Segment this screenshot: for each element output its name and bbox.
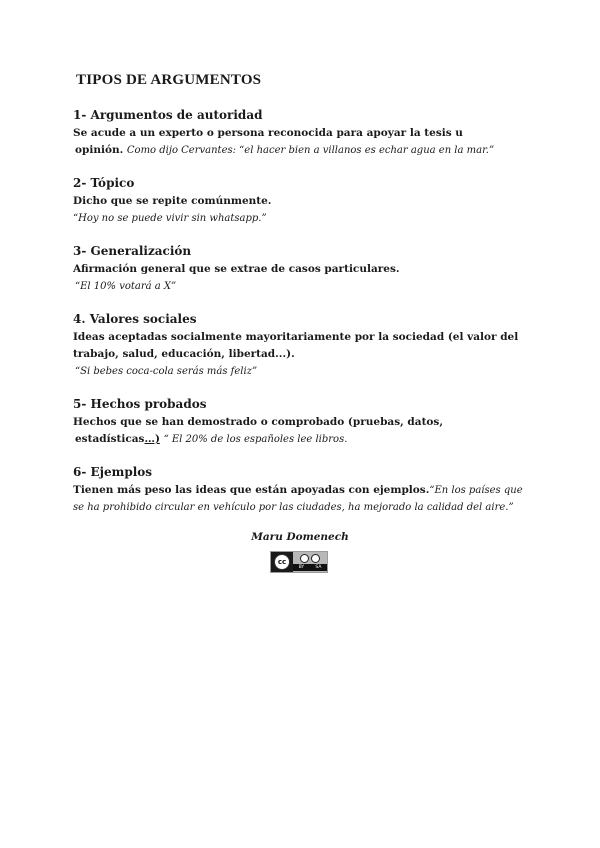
section-proven-facts: [73, 396, 533, 448]
section-text-bold: opinión.: [75, 144, 124, 156]
section-heading: 3- Generalización: [73, 244, 192, 258]
section-text-underlined: …): [144, 433, 160, 445]
section-heading: 4. Valores sociales: [73, 312, 197, 326]
cc-icon: cc: [274, 554, 290, 570]
cc-labels: [293, 564, 327, 571]
section-example: “Si bebes coca-cola serás más feliz”: [75, 366, 258, 377]
section-example-line2: se ha prohibido circular en vehículo por las ciudades, ha mejorado la calidad del aire.”: [73, 502, 514, 513]
section-text: Afirmación general que se extrae de casos particulares.: [73, 263, 400, 275]
cc-license-badge: [270, 551, 328, 573]
section-heading: 5- Hechos probados: [73, 397, 207, 411]
section-text-line2: [73, 431, 533, 448]
section-topic: [73, 175, 533, 227]
section-example: “En los países que: [429, 485, 523, 496]
section-example: “Hoy no se puede vivir sin whatsapp.”: [73, 213, 267, 224]
section-text-bold: Tienen más peso las ideas que están apoyadas con ejemplos.: [73, 484, 430, 496]
section-text: [73, 482, 533, 499]
section-example: “ El 20% de los españoles lee libros.: [163, 434, 348, 445]
by-person-icon: [300, 554, 309, 563]
section-text: Dicho que se repite comúnmente.: [73, 195, 272, 207]
section-example: Como dijo Cervantes: “el hacer bien a villanos es echar agua en la mar.”: [126, 145, 495, 156]
section-examples: [73, 464, 533, 516]
sharealike-icon: [311, 554, 320, 563]
cc-sa-label: SA: [315, 565, 322, 570]
page-title: TIPOS DE ARGUMENTOS: [76, 72, 262, 88]
section-heading: 1- Argumentos de autoridad: [73, 108, 263, 122]
section-heading: 2- Tópico: [73, 176, 135, 190]
section-text: Ideas aceptadas socialmente mayoritariamente por la sociedad (el valor del: [73, 331, 519, 343]
section-heading: 6- Ejemplos: [73, 465, 153, 479]
section-text-bold: estadísticas: [75, 433, 145, 445]
section-text-line2: trabajo, salud, educación, libertad...).: [73, 348, 295, 360]
cc-by-label: BY: [298, 565, 305, 570]
section-social-values: [73, 311, 533, 380]
author-name: Maru Domenech: [251, 531, 349, 543]
section-example: “El 10% votará a X”: [75, 281, 177, 292]
section-authority: [73, 107, 533, 159]
cc-icons-row: [300, 554, 320, 563]
section-text: Se acude a un experto o persona reconocida para apoyar la tesis u: [73, 127, 463, 139]
cc-attribution-panel: [293, 552, 327, 572]
section-text: Hechos que se han demostrado o comprobado (pruebas, datos,: [73, 416, 443, 428]
section-text-line2: [73, 142, 533, 159]
section-generalization: [73, 243, 533, 295]
